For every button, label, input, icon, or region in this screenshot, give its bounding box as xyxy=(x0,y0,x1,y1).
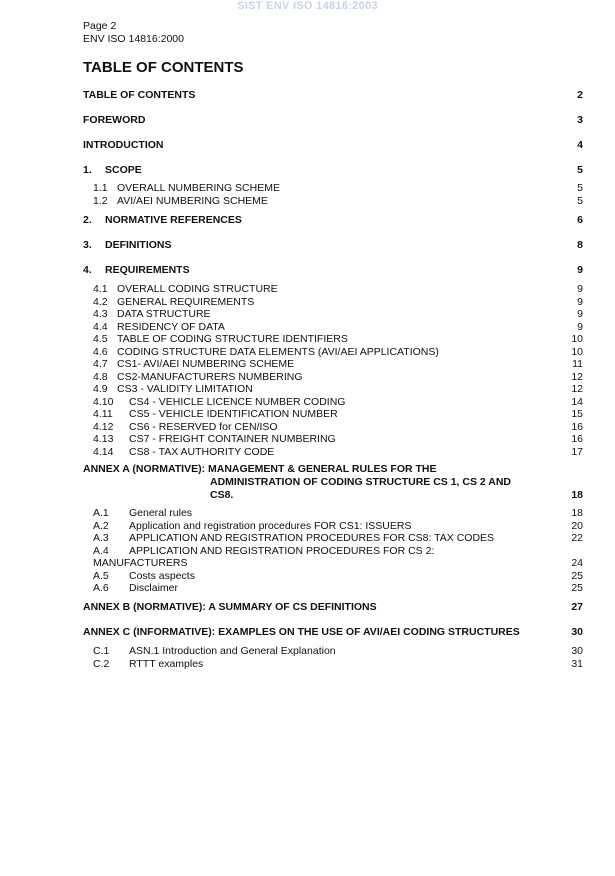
toc-entry-text: INTRODUCTION xyxy=(83,139,164,151)
toc-entry-page: 12 xyxy=(571,383,583,395)
toc-entry-page: 31 xyxy=(571,657,583,670)
toc-entry-page: 10 xyxy=(571,345,583,358)
toc-entry-number: A.5 xyxy=(93,569,109,582)
toc-entry-number: 4.6 xyxy=(93,345,108,358)
toc-entry-text: Costs aspects xyxy=(129,569,195,582)
toc-entry-text: OVERALL NUMBERING SCHEME xyxy=(117,182,280,194)
toc-entry-number: C.2 xyxy=(93,657,110,670)
toc-entry-text: CS8. xyxy=(210,489,234,501)
toc-entry-page: 5 xyxy=(577,195,583,207)
toc-entry-text: Application and registration procedures FOR CS1: ISSUERS xyxy=(129,519,412,532)
toc-entry-text: DATA STRUCTURE xyxy=(117,308,211,320)
toc-entry-number: 4.9 xyxy=(93,383,108,395)
toc-entry-page: 27 xyxy=(571,601,583,613)
toc-entry-page: 17 xyxy=(571,445,583,458)
toc-entry-text: CS1- AVI/AEI NUMBERING SCHEME xyxy=(117,358,295,370)
toc-entry-page: 10 xyxy=(571,333,583,345)
toc-entry-number: 1.2 xyxy=(93,195,108,207)
toc-entry-number: 4.3 xyxy=(93,308,108,320)
toc-entry-number: 4.12 xyxy=(93,420,114,433)
toc-entry-text: RTTT examples xyxy=(129,657,204,670)
toc-entry-text: OVERALL CODING STRUCTURE xyxy=(117,283,278,295)
toc-entry-text: CS8 - TAX AUTHORITY CODE xyxy=(129,445,275,458)
toc-entry-page: 5 xyxy=(577,182,583,194)
toc-entry-page: 2 xyxy=(577,89,583,101)
toc-entry-number: 4.13 xyxy=(93,433,114,445)
toc-entry-number: 4.2 xyxy=(93,295,108,308)
toc-entry-page: 12 xyxy=(571,370,583,383)
toc-entry-text: CODING STRUCTURE DATA ELEMENTS (AVI/AEI APPLICATIONS) xyxy=(117,345,439,358)
toc-entry-number: 4.1 xyxy=(93,283,108,295)
toc-entry-number: A.2 xyxy=(93,519,109,532)
toc-entry-page: 9 xyxy=(577,320,583,333)
toc-entry-page: 20 xyxy=(571,519,583,532)
page-header xyxy=(83,20,184,46)
toc-entry-text: TABLE OF CONTENTS xyxy=(83,89,196,101)
toc-entry-text: General rules xyxy=(129,507,193,519)
toc-entry-text: DEFINITIONS xyxy=(105,239,172,251)
toc-entry-text: ADMINISTRATION OF CODING STRUCTURE CS 1, CS 2 AND xyxy=(210,476,512,488)
toc-entry-text: Disclaimer xyxy=(129,582,179,594)
toc-entry-page: 25 xyxy=(571,582,583,594)
toc-entry-text: CS4 - VEHICLE LICENCE NUMBER CODING xyxy=(129,395,346,408)
toc-entry-page: 30 xyxy=(571,645,583,657)
toc-entry-text: MANUFACTURERS xyxy=(93,557,188,569)
toc-entry-text: REQUIREMENTS xyxy=(105,264,190,276)
toc-entry-page: 9 xyxy=(577,283,583,295)
toc-entry-text: FOREWORD xyxy=(83,114,146,126)
toc-entry-number: C.1 xyxy=(93,645,110,657)
toc-entry-number: 4.5 xyxy=(93,333,108,345)
toc-entry-number: 4.8 xyxy=(93,370,108,383)
toc-entry-page: 15 xyxy=(571,408,583,420)
toc-entry-number: 1. xyxy=(83,164,92,176)
toc-entry-page: 24 xyxy=(571,557,583,569)
toc-entry-number: 3. xyxy=(83,239,92,251)
toc-entry-page: 8 xyxy=(577,239,583,251)
page-title: TABLE OF CONTENTS xyxy=(83,59,244,76)
toc-entry-number: 4.7 xyxy=(93,358,108,370)
toc-entry-text: ANNEX B (NORMATIVE): A SUMMARY OF CS DEFINITIONS xyxy=(83,601,377,613)
toc-entry-page: 11 xyxy=(572,358,583,370)
toc-entry-text: APPLICATION AND REGISTRATION PROCEDURES FOR CS 2: xyxy=(129,544,435,557)
toc-entry-number: 4.10 xyxy=(93,395,114,408)
toc-entry-page: 18 xyxy=(571,489,583,501)
toc-entry-text: CS6 - RESERVED for CEN/ISO xyxy=(129,420,278,433)
toc-entry-number: 4. xyxy=(83,264,92,276)
toc-entry-text: AVI/AEI NUMBERING SCHEME xyxy=(117,195,268,207)
toc-entry-text: TABLE OF CODING STRUCTURE IDENTIFIERS xyxy=(117,333,348,345)
toc-entry-page: 4 xyxy=(577,139,583,151)
toc-entry-page: 9 xyxy=(577,264,583,276)
toc-entry-number: A.3 xyxy=(93,532,109,544)
toc-entry-text: NORMATIVE REFERENCES xyxy=(105,214,242,226)
toc-entry-page: 14 xyxy=(571,395,583,408)
toc-entry-page: 30 xyxy=(571,626,583,638)
toc-entry-text: GENERAL REQUIREMENTS xyxy=(117,295,255,308)
toc-entry-page: 5 xyxy=(577,164,583,176)
toc-entry-number: A.1 xyxy=(93,507,109,519)
toc-entry-page: 9 xyxy=(577,308,583,320)
toc-entry-text: ASN.1 Introduction and General Explanation xyxy=(129,645,336,657)
toc-entry-number: A.4 xyxy=(93,544,109,557)
toc-entry-page: 6 xyxy=(577,214,583,226)
toc-entry-text: CS3 - VALIDITY LIMITATION xyxy=(117,383,253,395)
toc-entry-number: 4.14 xyxy=(93,445,114,458)
standard-number: ENV ISO 14816:2000 xyxy=(83,33,184,45)
toc-entry-number: 4.4 xyxy=(93,320,108,333)
toc-entry-number: 2. xyxy=(83,214,92,226)
toc-entry-number: A.6 xyxy=(93,582,109,594)
toc-entry-page: 22 xyxy=(571,532,583,544)
toc-entry-page: 16 xyxy=(571,433,583,445)
watermark: SIST ENV ISO 14816:2003 xyxy=(237,0,378,12)
toc-entry-page: 16 xyxy=(571,420,583,433)
toc-entry-number: 1.1 xyxy=(93,182,108,194)
toc-entry-page: 25 xyxy=(571,569,583,582)
toc-entry-number: 4.11 xyxy=(93,408,113,420)
page-number: Page 2 xyxy=(83,20,117,32)
toc-entry-text: CS2-MANUFACTURERS NUMBERING xyxy=(117,370,303,383)
toc-entry-text: ANNEX A (NORMATIVE): MANAGEMENT & GENERAL RULES FOR THE xyxy=(83,463,437,475)
toc-entry-text: APPLICATION AND REGISTRATION PROCEDURES FOR CS8: TAX CODES xyxy=(129,532,495,544)
toc-entry-page: 9 xyxy=(577,295,583,308)
toc-entry-page: 18 xyxy=(571,507,583,519)
toc-entry-text: SCOPE xyxy=(105,164,142,176)
toc-entry-text: RESIDENCY OF DATA xyxy=(117,320,225,333)
toc-entry-text: CS7 - FREIGHT CONTAINER NUMBERING xyxy=(129,433,336,445)
toc-entry-text: CS5 - VEHICLE IDENTIFICATION NUMBER xyxy=(129,408,338,420)
toc-entry-page: 3 xyxy=(577,114,583,126)
toc-entry-text: ANNEX C (INFORMATIVE): EXAMPLES ON THE USE OF AVI/AEI CODING STRUCTURES xyxy=(83,626,520,638)
